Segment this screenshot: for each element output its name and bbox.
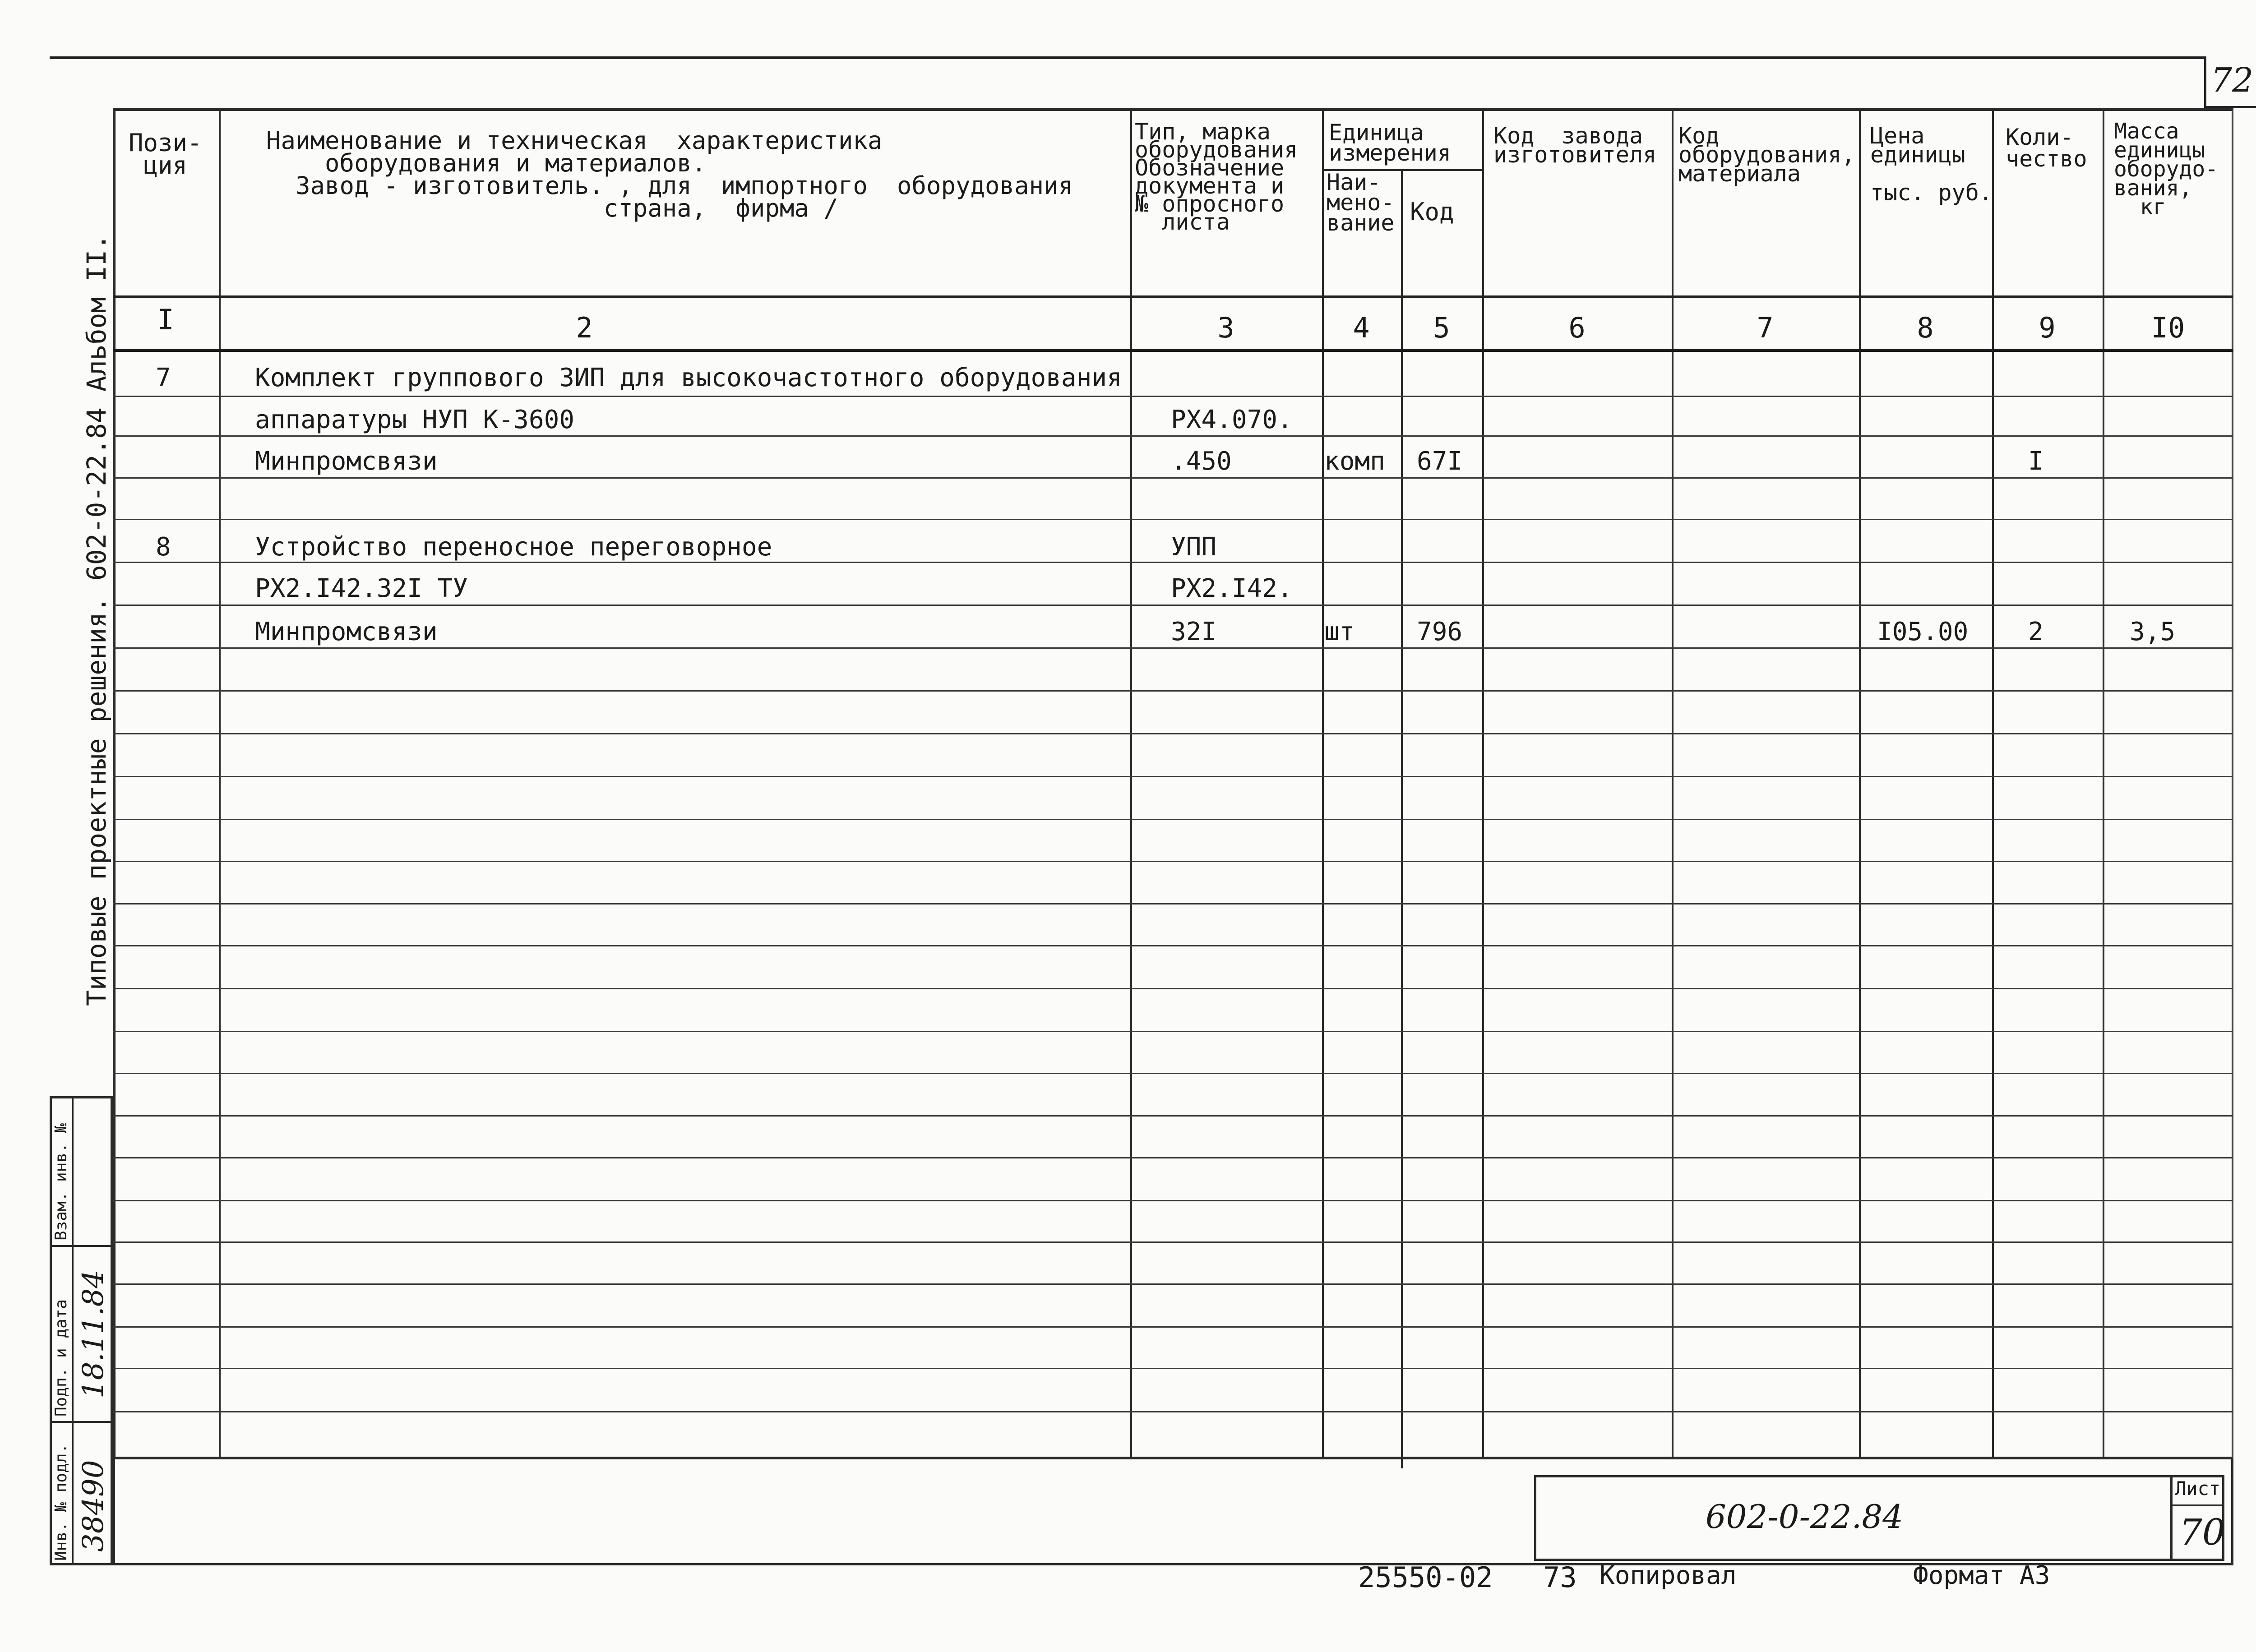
- row-name: Минпромсвязи: [255, 617, 438, 646]
- row-line: [113, 1411, 2233, 1412]
- row-line: [113, 605, 2233, 606]
- col-divider-9: [2103, 108, 2104, 1459]
- header-type: Тип, марка оборудования Обозначение документа и № опросного листа: [1135, 119, 1298, 235]
- column-number-1: I: [157, 303, 174, 336]
- row-name: Устройство переносное переговорное: [255, 532, 772, 562]
- row-type: РХ2.I42.: [1171, 574, 1293, 603]
- row-name: аппаратуры НУП К-3600: [255, 405, 575, 434]
- row-line: [113, 945, 2233, 946]
- row-price: I05.00: [1877, 617, 1969, 646]
- stamp-handwritten-number: 38490: [77, 1460, 110, 1552]
- stamp-inner-line: [72, 1096, 74, 1565]
- row-line: [113, 776, 2233, 777]
- column-number-7: 7: [1757, 311, 1774, 344]
- left-margin-label: Типовые проектные решения. 602-0-22.84 Альбом II.: [81, 234, 112, 1006]
- row-line: [113, 1157, 2233, 1158]
- footer-format: Формат А3: [1913, 1561, 2050, 1590]
- stamp-cell3-label: Инв. № подл.: [52, 1443, 70, 1561]
- col-divider-5: [1482, 108, 1484, 1459]
- row-line: [113, 1368, 2233, 1369]
- row-line: [113, 1326, 2233, 1328]
- stamp-cell1-label: Взам. инв. №: [52, 1123, 70, 1241]
- column-number-4: 4: [1353, 311, 1370, 344]
- row-position: 7: [156, 363, 171, 392]
- row-name: Минпромсвязи: [255, 447, 438, 476]
- top-border: [50, 56, 2204, 59]
- row-type: УПП: [1171, 532, 1217, 562]
- header-position: Пози- ция: [129, 129, 202, 180]
- sheet-number-divider: [2170, 1504, 2224, 1506]
- row-line: [113, 1241, 2233, 1243]
- row-line: [113, 1031, 2233, 1032]
- column-number-6: 6: [1568, 311, 1586, 344]
- row-line: [113, 477, 2233, 479]
- column-number-5: 5: [1433, 311, 1450, 344]
- stamp-divider-1: [50, 1245, 113, 1247]
- stamp-handwritten-date: 18.11.84: [77, 1270, 110, 1398]
- row-type: РХ4.070.: [1171, 405, 1293, 434]
- row-line: [113, 903, 2233, 904]
- sheet-label: Лист: [2175, 1477, 2221, 1500]
- col-divider-8: [1992, 108, 1994, 1459]
- row-quantity: I: [2028, 447, 2043, 476]
- sheet-number: 70: [2179, 1511, 2225, 1553]
- row-line: [113, 647, 2233, 649]
- row-unit-code: 796: [1417, 617, 1463, 646]
- header-equipment-code: Код оборудования, материала: [1678, 123, 1855, 187]
- row-line: [113, 396, 2233, 397]
- row-position: 8: [156, 532, 171, 562]
- header-unit-name: Наи- мено- вание: [1327, 169, 1395, 236]
- header-factory-code: Код завода изготовителя: [1493, 123, 1657, 168]
- header-unit-code: Код: [1410, 198, 1454, 226]
- row-unit-name: комп: [1324, 447, 1385, 476]
- row-line: [113, 562, 2233, 563]
- col-divider-2: [1130, 108, 1132, 1459]
- col-divider-1: [219, 108, 221, 1459]
- header-quantity: Коли- чество: [2006, 124, 2087, 172]
- sheet-document-code: 602-0-22.84: [1706, 1498, 1904, 1536]
- header-mass: Масса единицы оборудо- вания, кг: [2114, 119, 2219, 220]
- col-divider-3: [1322, 108, 1324, 1459]
- row-name: РХ2.I42.32I ТУ: [255, 574, 468, 603]
- header-bottom-line: [113, 295, 2233, 298]
- row-line: [113, 1283, 2233, 1285]
- colnum-bottom-line: [113, 349, 2233, 352]
- footer-page: 73: [1543, 1561, 1577, 1594]
- column-number-8: 8: [1917, 311, 1934, 344]
- column-number-3: 3: [1217, 311, 1234, 344]
- row-line: [113, 1073, 2233, 1074]
- stamp-cell2-label: Подп. и дата: [52, 1299, 70, 1417]
- row-unit-code: 67I: [1417, 447, 1463, 476]
- row-line: [113, 1115, 2233, 1117]
- row-line: [113, 690, 2233, 692]
- row-type: 32I: [1171, 617, 1217, 646]
- footer-copied: Копировал: [1600, 1561, 1737, 1590]
- row-line: [113, 435, 2233, 437]
- row-line: [113, 988, 2233, 989]
- row-line: [113, 519, 2233, 520]
- row-line: [113, 733, 2233, 734]
- row-line: [113, 861, 2233, 862]
- row-type: .450: [1171, 447, 1232, 476]
- column-number-9: 9: [2039, 311, 2056, 344]
- row-unit-name: шт: [1324, 617, 1355, 646]
- row-line: [113, 1200, 2233, 1201]
- header-name: Наименование и техническая характеристика оборудования и материалов. Завод - изготовитель. , для импортного оборудования страна, фирма /: [266, 126, 1073, 222]
- column-number-10: I0: [2151, 311, 2185, 344]
- row-mass: 3,5: [2130, 617, 2176, 646]
- page-number: 72: [2211, 61, 2254, 100]
- footer-order-number: 25550-02: [1358, 1561, 1493, 1594]
- header-unit-group: Единица измерения: [1329, 120, 1451, 166]
- row-name: Комплект группового ЗИП для высокочастотного оборудования: [255, 363, 1122, 392]
- header-price: Цена единицы тыс. руб.: [1870, 123, 1992, 206]
- row-line: [113, 819, 2233, 820]
- col-divider-7: [1859, 108, 1861, 1459]
- row-quantity: 2: [2028, 617, 2043, 646]
- stamp-divider-2: [50, 1421, 113, 1423]
- column-number-2: 2: [576, 311, 593, 344]
- col-divider-6: [1672, 108, 1674, 1459]
